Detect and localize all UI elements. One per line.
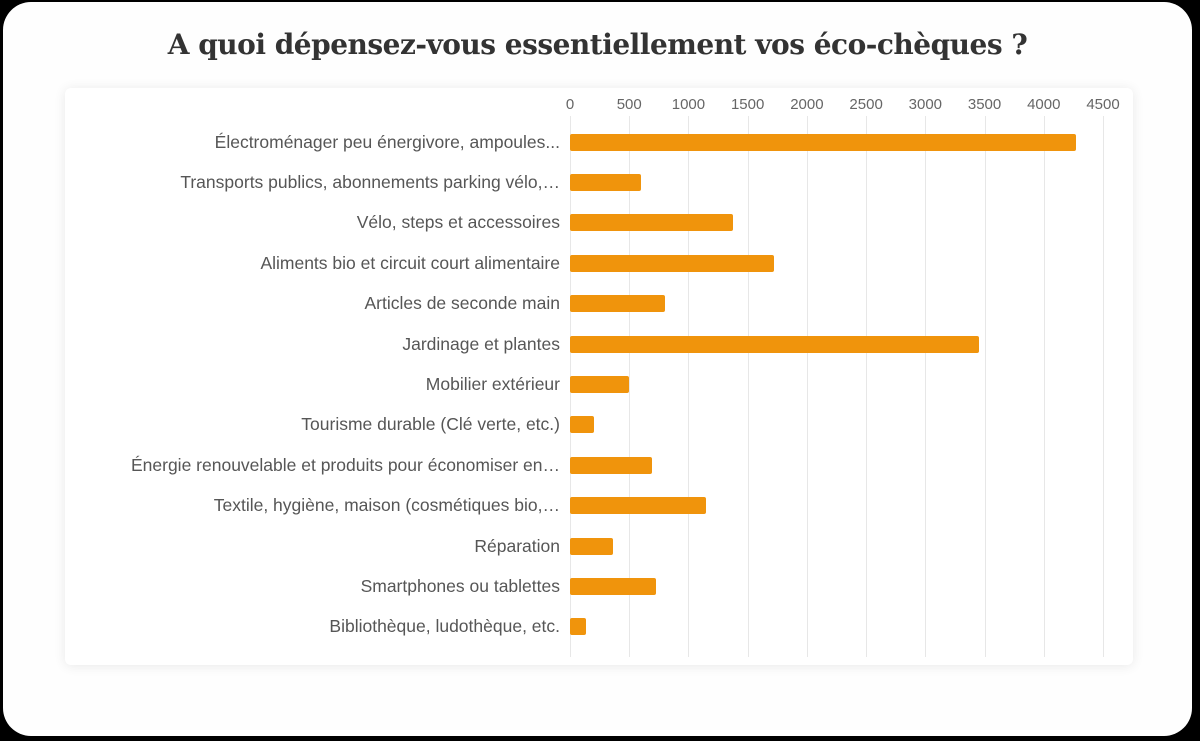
bar-track [570, 376, 1103, 393]
bar [570, 416, 594, 433]
x-axis-tick: 4000 [1027, 96, 1061, 113]
chart-row [65, 566, 1133, 606]
x-axis-tick: 3500 [967, 96, 1002, 113]
bar [570, 214, 733, 231]
bar-rows [65, 122, 1133, 647]
axis-spacer [65, 88, 570, 122]
page-canvas [3, 2, 1192, 736]
bar [570, 174, 641, 191]
category-label: Transports publics, abonnements parking vélo,… [180, 172, 560, 193]
x-axis-tick: 3000 [908, 96, 943, 113]
chart-row [65, 526, 1133, 566]
bar-track [570, 336, 1103, 353]
bar [570, 497, 706, 514]
bar-track [570, 457, 1103, 474]
chart-row [65, 324, 1133, 364]
bar [570, 295, 665, 312]
category-label: Textile, hygiène, maison (cosmétiques bio,… [213, 495, 560, 516]
x-axis-tick: 1500 [730, 96, 765, 113]
bar-track [570, 174, 1103, 191]
bar-track [570, 538, 1103, 555]
bar [570, 134, 1076, 151]
x-axis-tick: 0 [565, 96, 575, 113]
chart-row [65, 486, 1133, 526]
plot-area [65, 122, 1133, 647]
x-axis-tick: 500 [616, 96, 642, 113]
x-axis-tick: 1000 [671, 96, 706, 113]
chart-row [65, 405, 1133, 445]
bar [570, 538, 613, 555]
bar-track [570, 416, 1103, 433]
category-label: Vélo, steps et accessoires [356, 212, 560, 233]
bar-track [570, 295, 1103, 312]
bar [570, 255, 774, 272]
x-axis-tick: 2500 [849, 96, 883, 113]
bar-track [570, 578, 1103, 595]
category-label: Bibliothèque, ludothèque, etc. [329, 616, 560, 637]
chart-row [65, 364, 1133, 404]
bar-track [570, 214, 1103, 231]
bar-track [570, 618, 1103, 635]
x-axis-tick: 2000 [790, 96, 824, 113]
bar [570, 457, 652, 474]
chart-row [65, 445, 1133, 485]
chart-card [65, 88, 1133, 665]
x-axis [65, 88, 1133, 122]
category-label: Mobilier extérieur [425, 374, 560, 395]
chart-row [65, 607, 1133, 647]
bar-track [570, 134, 1103, 151]
bar-track [570, 497, 1103, 514]
category-label: Électroménager peu énergivore, ampoules... [214, 131, 560, 152]
chart-row [65, 243, 1133, 283]
category-label: Réparation [474, 535, 560, 556]
category-label: Énergie renouvelable et produits pour économiser en… [130, 454, 560, 475]
bar [570, 618, 586, 635]
category-label: Jardinage et plantes [402, 333, 560, 354]
bar [570, 376, 629, 393]
chart-row [65, 122, 1133, 162]
x-axis-tick: 4500 [1086, 96, 1120, 113]
category-label: Aliments bio et circuit court alimentaire [260, 252, 560, 273]
chart-row [65, 284, 1133, 324]
category-label: Tourisme durable (Clé verte, etc.) [301, 414, 560, 435]
x-axis-ticks [565, 88, 1120, 122]
bar [570, 336, 979, 353]
category-label: Articles de seconde main [364, 293, 560, 314]
chart-row [65, 162, 1133, 202]
category-label: Smartphones ou tablettes [360, 575, 560, 596]
bar-track [570, 255, 1103, 272]
chart-title: A quoi dépensez-vous essentiellement vos éco-chèques ? [167, 28, 1028, 61]
chart-row [65, 203, 1133, 243]
bar [570, 578, 656, 595]
